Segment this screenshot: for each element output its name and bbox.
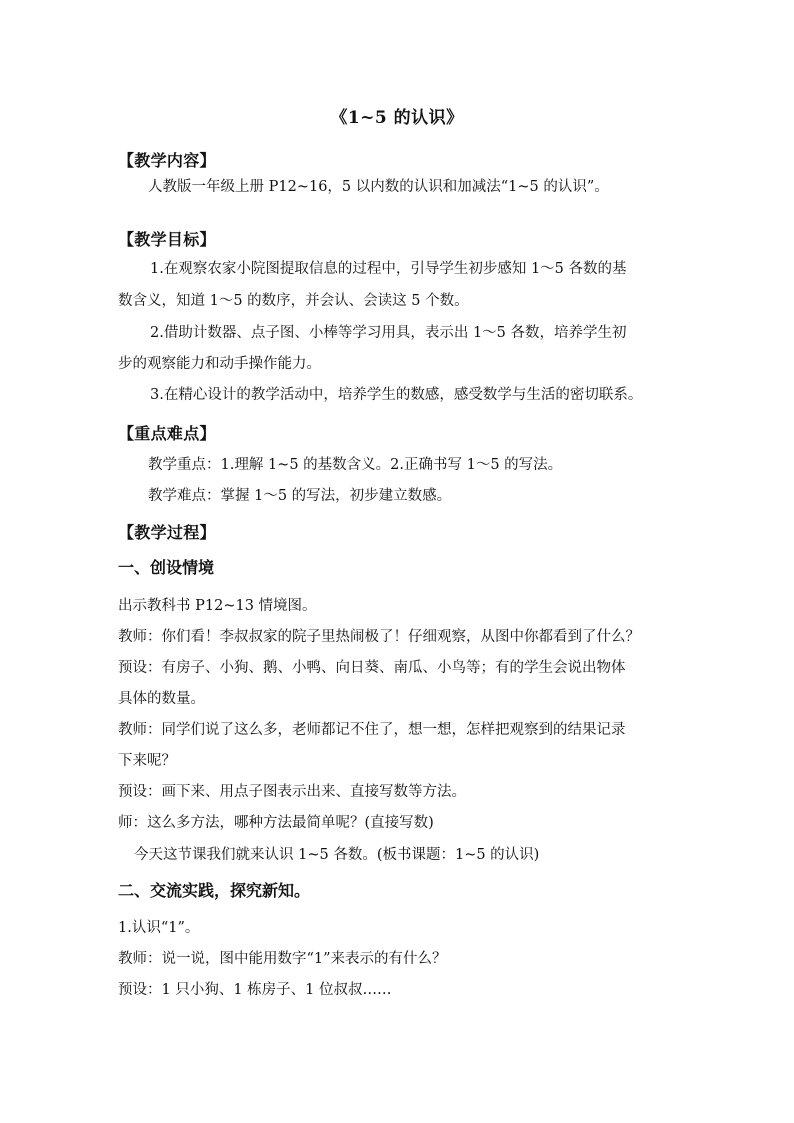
content-text: 人教版一年级上册 P12~16，5 以内数的认识和加减法“1~5 的认识”。	[148, 179, 609, 195]
section-1-title: 一、创设情境	[118, 558, 215, 577]
paragraph-3-line-1: 预设：有房子、小狗、鹅、小鸭、向日葵、南瓜、小鸟等；有的学生会说出物体	[118, 660, 626, 676]
difficult-point: 教学难点：掌握 1～5 的写法，初步建立数感。	[148, 488, 452, 504]
process-heading: 【教学过程】	[118, 523, 216, 542]
section-2-title: 二、交流实践，探究新知。	[118, 881, 311, 900]
paragraph-1: 出示教科书 P12~13 情境图。	[118, 598, 317, 614]
paragraph-5: 预设：画下来、用点子图表示出来、直接写数等方法。	[118, 784, 466, 800]
paragraph-6: 师：这么多方法，哪种方法最简单呢？(直接写数)	[118, 815, 434, 831]
paragraph-2: 教师：你们看！李叔叔家的院子里热闹极了！仔细观察，从图中你都看到了什么？	[118, 629, 640, 645]
goal-1-line-2: 数含义，知道 1～5 的数序，并会认、会读这 5 个数。	[118, 293, 469, 309]
paragraph-4-line-2: 下来呢？	[118, 753, 176, 769]
goal-2-line-2: 步的观察能力和动手操作能力。	[118, 356, 321, 372]
paragraph-10: 预设：1 只小狗、1 栋房子、1 位叔叔……	[118, 982, 392, 998]
goal-2-line-1: 2.借助计数器、点子图、小棒等学习用具，表示出 1～5 各数，培养学生初	[150, 325, 627, 341]
paragraph-8: 1.认识“1”。	[118, 920, 200, 936]
key-point: 教学重点：1.理解 1~5 的基数含义。2.正确书写 1～5 的写法。	[148, 457, 563, 473]
paragraph-9: 教师：说一说，图中能用数字“1”来表示的有什么？	[118, 951, 447, 967]
goals-heading: 【教学目标】	[118, 230, 216, 249]
paragraph-3-line-2: 具体的数量。	[118, 691, 205, 707]
goal-1-line-1: 1.在观察农家小院图提取信息的过程中，引导学生初步感知 1～5 各数的基	[150, 261, 627, 277]
paragraph-7: 今天这节课我们就来认识 1~5 各数。(板书课题：1~5 的认识)	[134, 847, 540, 863]
content-heading: 【教学内容】	[118, 151, 216, 170]
goal-3: 3.在精心设计的教学活动中，培养学生的数感，感受数学与生活的密切联系。	[150, 387, 643, 403]
paragraph-4-line-1: 教师：同学们说了这么多，老师都记不住了，想一想，怎样把观察到的结果记录	[118, 722, 626, 738]
document-title: 《1~5 的认识》	[330, 108, 464, 128]
key-heading: 【重点难点】	[118, 424, 216, 443]
